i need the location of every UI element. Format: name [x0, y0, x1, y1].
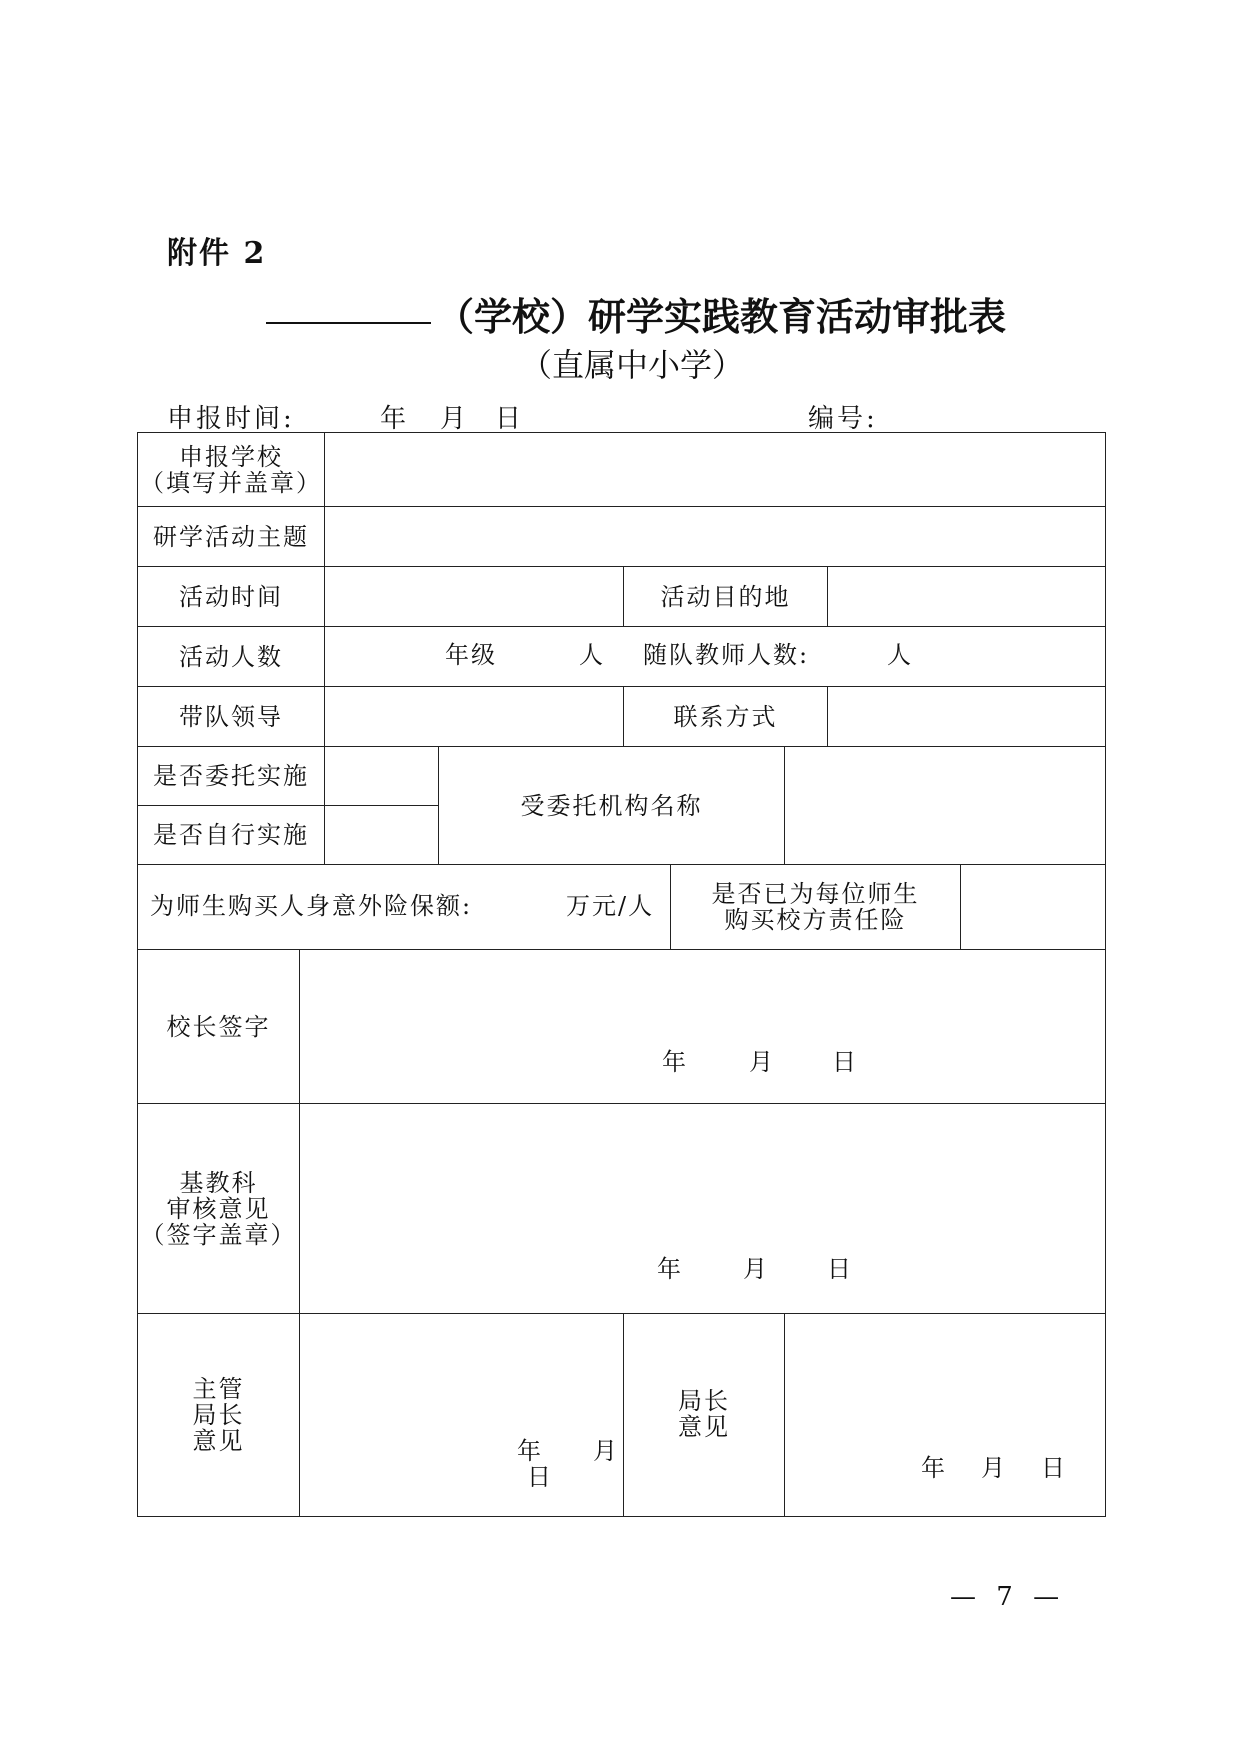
school-name-blank[interactable]: [266, 322, 431, 324]
report-year: 年: [380, 404, 410, 434]
leader-label: 带队领导: [137, 686, 325, 747]
principal-day: 日: [832, 1048, 858, 1076]
school-label: 申报学校 （填写并盖章）: [137, 432, 325, 507]
liability-field[interactable]: [960, 864, 1106, 950]
page-title: （学校）研学实践教育活动审批表: [436, 294, 1007, 339]
agency-label: 受委托机构名称: [438, 746, 785, 865]
report-day: 日: [495, 404, 525, 434]
chief-day: 日: [1041, 1454, 1067, 1482]
entrusted-field[interactable]: [324, 746, 439, 806]
report-month: 月: [440, 404, 470, 434]
chief-year: 年: [921, 1454, 947, 1482]
insurance-unit: 万元/人: [566, 892, 655, 920]
page-number: — 7 —: [950, 1582, 1066, 1612]
director-year: 年: [517, 1437, 543, 1465]
agency-field[interactable]: [784, 746, 1106, 865]
review-field[interactable]: [299, 1103, 1106, 1314]
activity-time-label: 活动时间: [137, 566, 325, 627]
director-month: 月: [593, 1437, 619, 1465]
liability-label: 是否已为每位师生 购买校方责任险: [670, 864, 961, 950]
principal-signature-field[interactable]: [299, 949, 1106, 1104]
chief-label: 局长 意见: [623, 1313, 785, 1517]
theme-field[interactable]: [324, 506, 1106, 567]
contact-field[interactable]: [827, 686, 1106, 747]
destination-field[interactable]: [827, 566, 1106, 627]
review-day: 日: [827, 1255, 853, 1283]
participants-field[interactable]: [324, 626, 1106, 687]
principal-month: 月: [749, 1048, 775, 1076]
page-subtitle: （直属中小学）: [520, 346, 745, 384]
school-field[interactable]: [324, 432, 1106, 507]
chief-month: 月: [981, 1454, 1007, 1482]
principal-label: 校长签字: [137, 949, 300, 1104]
activity-time-field[interactable]: [324, 566, 624, 627]
review-month: 月: [743, 1255, 769, 1283]
teachers-label: 随队教师人数:: [643, 641, 810, 669]
serial-label: 编号:: [808, 404, 878, 434]
attachment-label: 附件 2: [167, 236, 267, 271]
chief-field[interactable]: [784, 1313, 1106, 1517]
insurance-field[interactable]: [137, 864, 671, 950]
report-time-label: 申报时间:: [167, 404, 295, 434]
student-unit: 人: [579, 641, 605, 669]
destination-label: 活动目的地: [623, 566, 828, 627]
director-day: 日: [527, 1463, 553, 1491]
theme-label: 研学活动主题: [137, 506, 325, 567]
principal-year: 年: [662, 1048, 688, 1076]
leader-field[interactable]: [324, 686, 624, 747]
review-label: 基教科 审核意见 （签字盖章）: [137, 1103, 300, 1314]
teachers-unit: 人: [887, 641, 913, 669]
grade-text: 年级: [445, 641, 497, 669]
self-field[interactable]: [324, 805, 439, 865]
insurance-label: 为师生购买人身意外险保额:: [150, 892, 473, 920]
review-year: 年: [657, 1255, 683, 1283]
entrusted-label: 是否委托实施: [137, 746, 325, 806]
contact-label: 联系方式: [623, 686, 828, 747]
director-field[interactable]: [299, 1313, 624, 1517]
director-label: 主管 局长 意见: [137, 1313, 300, 1517]
self-label: 是否自行实施: [137, 805, 325, 865]
participants-label: 活动人数: [137, 626, 325, 687]
